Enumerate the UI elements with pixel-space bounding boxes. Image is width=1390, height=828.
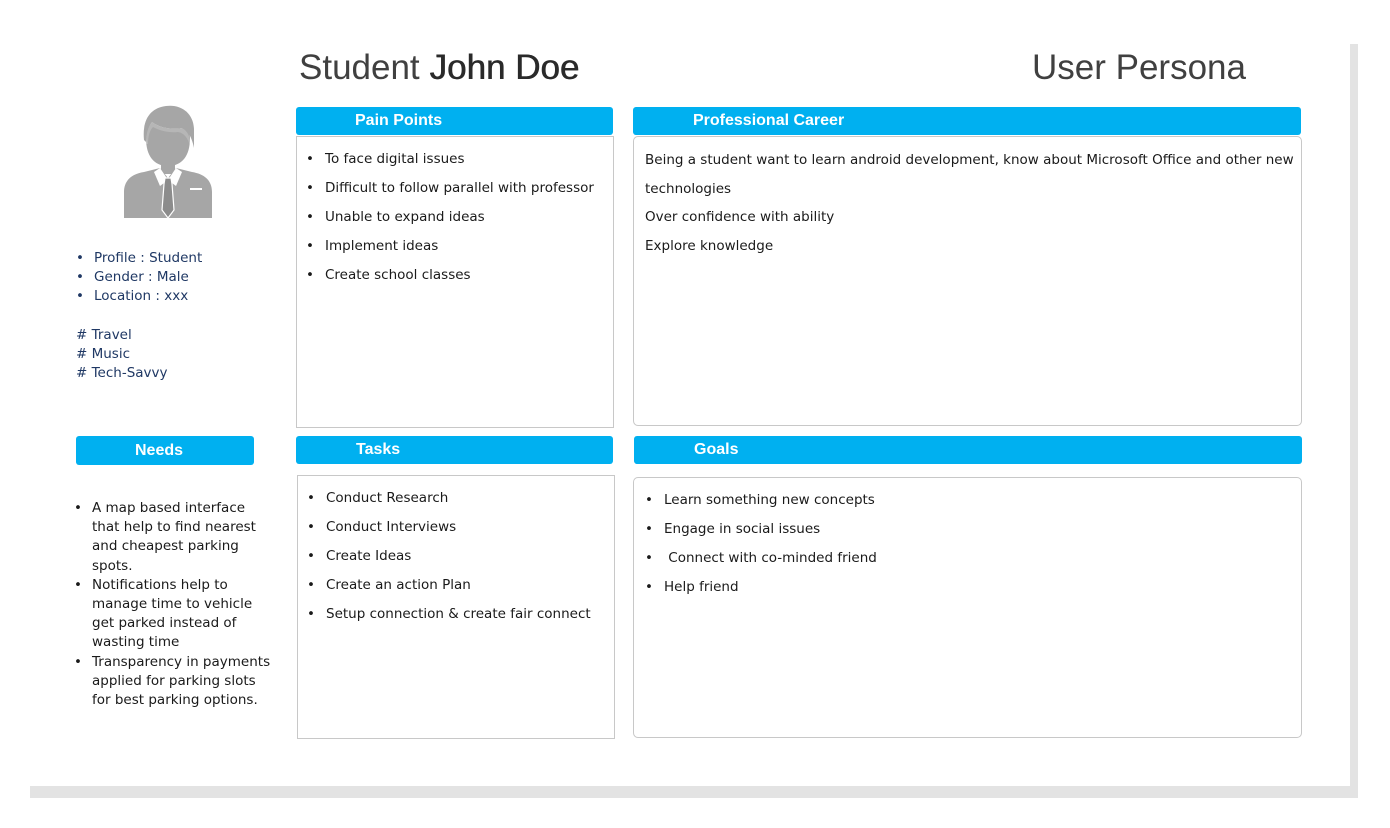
tasks-header [296,436,613,464]
goal-item: • Learn something new concepts [645,492,877,521]
profile-details [76,249,202,306]
interest-tag: # Tech-Savvy [76,365,168,381]
slide-shadow-bottom [30,786,1358,798]
title-prefix: Student [299,48,420,87]
slide-shadow-right [1350,44,1358,798]
task-item: • Setup connection & create fair connect [307,606,591,635]
professional-career-card [633,136,1302,426]
goal-item: • Engage in social issues [645,521,877,550]
professional-career-title: Professional Career [693,112,845,129]
task-item: • Conduct Interviews [307,519,591,548]
profile-detail-item: • Gender : Male [76,268,202,287]
profile-detail-item: • Profile : Student [76,249,202,268]
goals-card [633,477,1302,738]
needs-list [74,499,274,710]
tasks-card [297,475,615,739]
pain-point-item: • To face digital issues [306,151,594,180]
pain-points-list [306,151,594,296]
interest-tag: # Travel [76,327,132,343]
person-avatar-icon [116,100,218,220]
pain-points-header [296,107,613,135]
task-item: • Create Ideas [307,548,591,577]
pain-point-item: • Unable to expand ideas [306,209,594,238]
goal-item: • Help friend [645,579,877,608]
career-line: Over confidence with ability [645,209,835,226]
needs-item: • Transparency in payments applied for parking slots for best parking options. [74,653,274,711]
needs-item: • A map based interface that help to find nearest and cheapest parking spots. [74,499,274,576]
pain-points-title: Pain Points [355,112,443,129]
goal-item: • Connect with co-minded friend [645,550,877,579]
professional-career-header [633,107,1301,135]
pain-point-item: • Difficult to follow parallel with professor [306,180,594,209]
professional-career-text [645,146,1294,261]
goals-title: Goals [694,441,739,458]
goals-list [645,492,877,608]
persona-title [299,46,579,90]
needs-item: • Notifications help to manage time to vehicle get parked instead of wasting time [74,576,274,653]
needs-header [76,436,254,465]
pain-point-item: • Implement ideas [306,238,594,267]
career-line: Being a student want to learn android development, know about Microsoft Office and other new [645,152,1294,168]
task-item: • Create an action Plan [307,577,591,606]
goals-header [634,436,1302,464]
tasks-title: Tasks [356,441,401,458]
interest-tags [76,326,168,383]
profile-detail-item: • Location : xxx [76,287,202,306]
needs-title: Needs [135,442,184,459]
persona-name: John Doe [429,48,580,87]
career-line: technologies [645,180,732,197]
interest-tag: # Music [76,346,131,362]
task-item: • Conduct Research [307,490,591,519]
user-persona-label: User Persona [1032,48,1246,87]
pain-points-card [296,136,614,428]
career-line: Explore knowledge [645,238,774,255]
pain-point-item: • Create school classes [306,267,594,296]
tasks-list [307,490,591,635]
